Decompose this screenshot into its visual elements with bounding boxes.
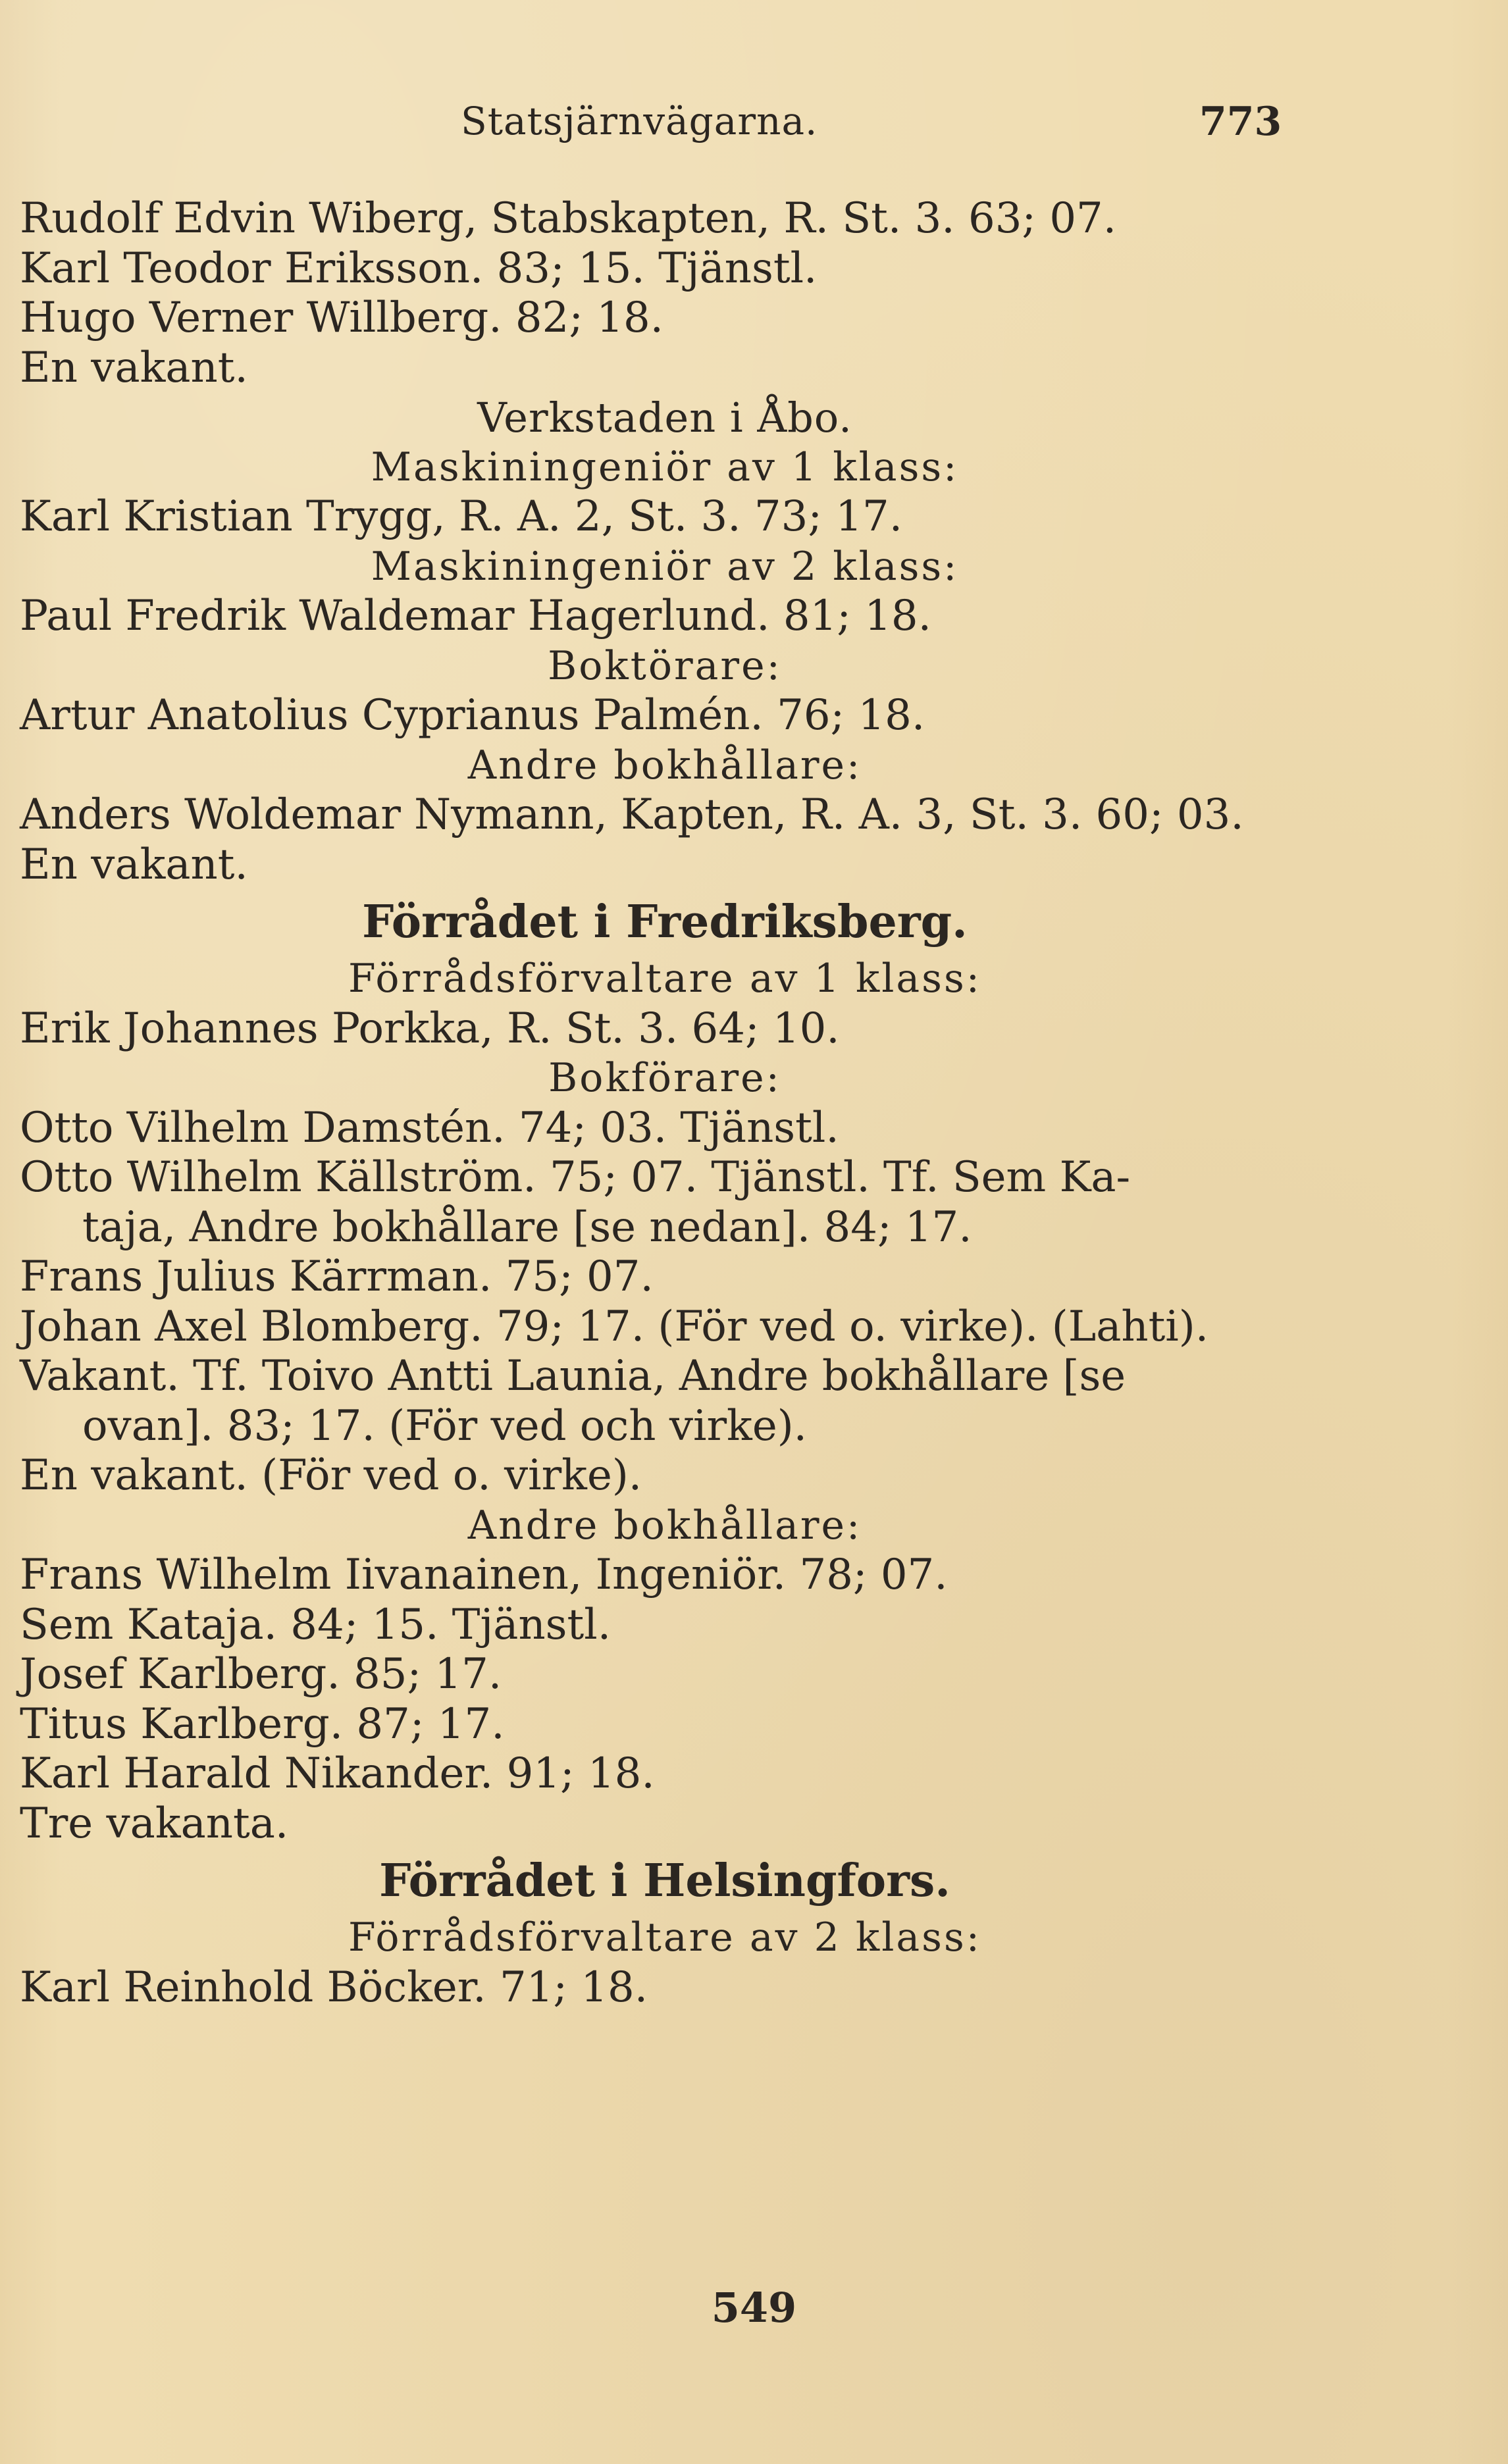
page-number: 773	[1199, 99, 1282, 145]
text-line-13: Anders Woldemar Nymann, Kapten, R. A. 3, St. 3. 60; 03.	[20, 790, 1244, 839]
subheading-maskiningenior-1: Maskiningeniör av 1 klass:	[371, 444, 959, 490]
text-line-24: Vakant. Tf. Toivo Antti Launia, Andre bokhållare [se	[20, 1352, 1126, 1400]
running-head	[0, 99, 1508, 158]
text-line-3: Hugo Verner Willberg. 82; 18.	[20, 294, 663, 342]
text-line-2: Karl Teodor Eriksson. 83; 15. Tjänstl.	[20, 244, 818, 293]
section-heading-helsingfors: Förrådet i Helsingfors.	[379, 1855, 950, 1907]
text-line-14: En vakant.	[20, 840, 248, 889]
text-line-9: Paul Fredrik Waldemar Hagerlund. 81; 18.	[20, 592, 931, 640]
text-line-19: Otto Vilhelm Damstén. 74; 03. Tjänstl.	[20, 1103, 839, 1152]
section-heading-fredriksberg: Förrådet i Fredriksberg.	[362, 896, 968, 948]
text-line-28: Frans Wilhelm Iivanainen, Ingeniör. 78; 07.	[20, 1551, 948, 1599]
text-line-11: Artur Anatolius Cyprianus Palmén. 76; 18.	[20, 691, 925, 740]
text-line-4: En vakant.	[20, 343, 248, 392]
text-line-29: Sem Kataja. 84; 15. Tjänstl.	[20, 1600, 611, 1649]
text-line-31: Titus Karlberg. 87; 17.	[20, 1699, 505, 1749]
text-line-23: Johan Axel Blomberg. 79; 17. (För ved o. virke). (Lahti).	[20, 1302, 1209, 1351]
text-line-17: Erik Johannes Porkka, R. St. 3. 64; 10.	[20, 1004, 840, 1053]
section-heading-verkstaden: Verkstaden i Åbo.	[477, 394, 852, 442]
text-line-21: taja, Andre bokhållare [se nedan]. 84; 17.	[82, 1202, 972, 1252]
text-line-7: Karl Kristian Trygg, R. A. 2, St. 3. 73; 17.	[20, 492, 903, 541]
subheading-forradsforvaltare-1: Förrådsförvaltare av 1 klass:	[348, 956, 981, 1002]
subheading-forradsforvaltare-2: Förrådsförvaltare av 2 klass:	[348, 1914, 981, 1961]
subheading-boktorare: Boktörare:	[548, 642, 782, 689]
text-line-30: Josef Karlberg. 85; 17.	[20, 1650, 502, 1699]
text-line-33: Tre vakanta.	[20, 1799, 289, 1848]
subheading-bokforare: Bokförare:	[548, 1055, 781, 1101]
page-content	[20, 194, 1310, 2013]
subheading-andre-bokhallare-2: Andre bokhållare:	[467, 1502, 862, 1549]
text-line-22: Frans Julius Kärrman. 75; 07.	[20, 1252, 654, 1301]
subheading-andre-bokhallare-1: Andre bokhållare:	[467, 742, 862, 788]
text-line-26: En vakant. (För ved o. virke).	[20, 1451, 642, 1500]
running-title: Statsjärnvägarna.	[461, 99, 818, 143]
subheading-maskiningenior-2: Maskiningeniör av 2 klass:	[371, 543, 959, 590]
text-line-32: Karl Harald Nikander. 91; 18.	[20, 1749, 655, 1798]
signature-mark: 549	[711, 2284, 797, 2332]
text-line-36: Karl Reinhold Böcker. 71; 18.	[20, 1963, 648, 2012]
text-line-25: ovan]. 83; 17. (För ved och virke).	[82, 1401, 807, 1450]
text-line-20: Otto Wilhelm Källström. 75; 07. Tjänstl. Tf. Sem Ka-	[20, 1153, 1131, 1202]
text-line-1: Rudolf Edvin Wiberg, Stabskapten, R. St. 3. 63; 07.	[20, 194, 1117, 243]
